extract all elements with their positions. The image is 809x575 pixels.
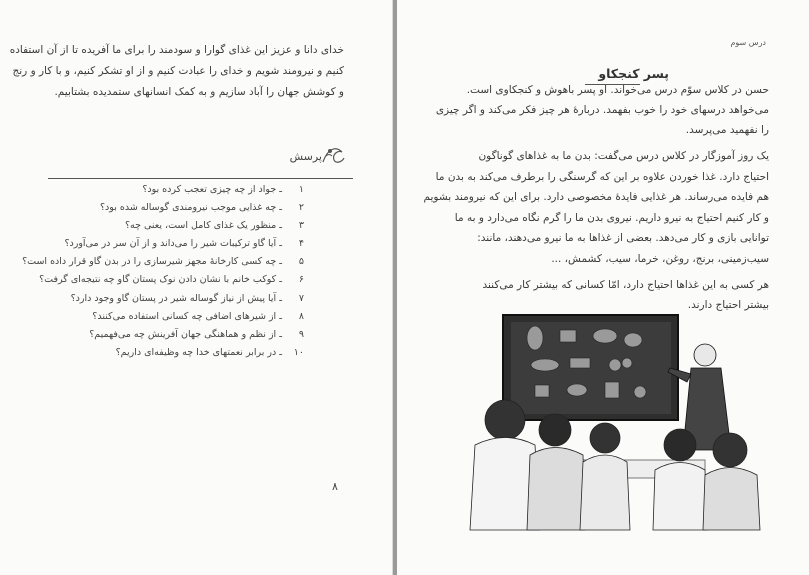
- question-number: ۲: [298, 202, 304, 214]
- text-line: هر کسی به این غذاها احتیاج دارد، امّا کسانی که بیشتر کار می‌کنند: [482, 279, 769, 291]
- question-item: [34, 326, 304, 344]
- question-item: [34, 181, 304, 199]
- question-text: ـ چه غذایی موجب نیرومندی گوساله شده بود؟: [100, 202, 282, 214]
- question-text: ـ از شیرهای اضافی چه کسانی استفاده می‌کنند؟: [92, 310, 282, 322]
- question-item: [34, 308, 304, 326]
- intro-paragraph: [9, 40, 344, 103]
- question-text: ـ جواد از چه چیزی تعجب کرده بود؟: [142, 184, 282, 195]
- lesson-label: درس سوم: [730, 38, 766, 47]
- page-number: ۸: [332, 480, 338, 493]
- section-ornament-icon: [318, 142, 348, 168]
- question-item: [34, 271, 304, 289]
- text-line: بیشتر احتیاج دارند.: [687, 299, 769, 311]
- text-line: و کار کنیم احتیاج به نیرو داریم. نیروی بدن ما را گرم نگاه می‌دارد و به ما: [454, 211, 769, 224]
- lesson-title: پسر کنجکاو: [598, 66, 669, 81]
- question-number: ۳: [298, 220, 304, 232]
- question-item: [34, 290, 304, 308]
- question-number: ۵: [298, 256, 304, 268]
- question-item: [34, 217, 304, 235]
- text-line: توانایی بازی و کار می‌دهد. بعضی از غذاها به ما نیرو می‌دهند، مانند:: [477, 232, 769, 244]
- questions-list: [22, 181, 304, 362]
- section-rule: [48, 178, 353, 179]
- question-number: ۸: [298, 310, 304, 322]
- question-number: ۴: [298, 238, 304, 250]
- lesson-paragraph-3: [449, 275, 769, 315]
- question-text: ـ کوکب خانم با نشان دادن نوک پستان گاو چه نتیجه‌ای گرفت؟: [39, 274, 282, 286]
- lesson-paragraph-1: [435, 80, 769, 140]
- question-text: ـ چه کسی کارخانهٔ مجهز شیرسازی را در بدن گاو قرار داده است؟: [22, 256, 282, 268]
- intro-line: خدای دانا و عزیز این غذای گوارا و سودمند را برای ما آفریده تا از آن استفاده: [9, 44, 344, 56]
- question-number: ۱۰: [293, 346, 304, 358]
- question-item: [34, 199, 304, 217]
- question-number: ۶: [298, 274, 304, 286]
- text-line: می‌خواهد درسهای خود را خوب بفهمد. دربارهٔ هر چیز فکر می‌کند و اگر چیزی: [435, 104, 769, 116]
- section-title-text: پرسش: [289, 150, 322, 163]
- question-text: ـ در برابر نعمتهای خدا چه وظیفه‌ای داریم؟: [115, 346, 282, 358]
- question-number: ۹: [298, 328, 304, 340]
- question-number: ۱: [298, 184, 304, 195]
- classroom-illustration: [465, 310, 763, 530]
- intro-line: کنیم و نیرومند شویم و خدای را عبادت کنیم و از او تشکر کنیم، و با کار و رنج: [12, 65, 344, 77]
- text-line: احتیاج دارد. غذا خوردن علاوه بر این که گرسنگی را برطرف می‌کند به بدن ما: [435, 170, 769, 183]
- intro-line: و کوشش جهان را آباد سازیم و به کمک انسانهای ستمدیده بشتابیم.: [54, 86, 344, 98]
- text-line: سیب‌زمینی، برنج، روغن، خرما، سیب، کشمش، ...: [551, 252, 769, 265]
- question-text: ـ آیا گاو ترکیبات شیر را می‌داند و از آن سر در می‌آورد؟: [64, 238, 282, 250]
- question-item: [34, 235, 304, 253]
- text-line: حسن در کلاس سوّم درس می‌خواند. او پسر باهوش و کنجکاوی است.: [466, 84, 769, 96]
- question-item: [22, 253, 304, 271]
- left-page: [0, 0, 393, 575]
- question-text: ـ منظور یک غذای کامل است، یعنی چه؟: [124, 220, 282, 232]
- question-text: ـ آیا پیش از نیاز گوساله شیر در پستان گاو وجود دارد؟: [70, 292, 282, 304]
- question-item: [34, 344, 304, 362]
- question-text: ـ از نظم و هماهنگی جهان آفرینش چه می‌فهمیم؟: [89, 328, 282, 340]
- text-line: یک روز آموزگار در کلاس درس می‌گفت: بدن ما به غذاهای گوناگون: [478, 150, 769, 162]
- question-number: ۷: [298, 292, 304, 304]
- text-line: هم فایده می‌رساند. هر غذایی فایدهٔ مخصوصی دارد. برای این که نیرومند بشویم: [423, 191, 769, 203]
- text-line: را نفهمید می‌پرسد.: [685, 124, 769, 136]
- lesson-paragraph-2: [423, 146, 769, 269]
